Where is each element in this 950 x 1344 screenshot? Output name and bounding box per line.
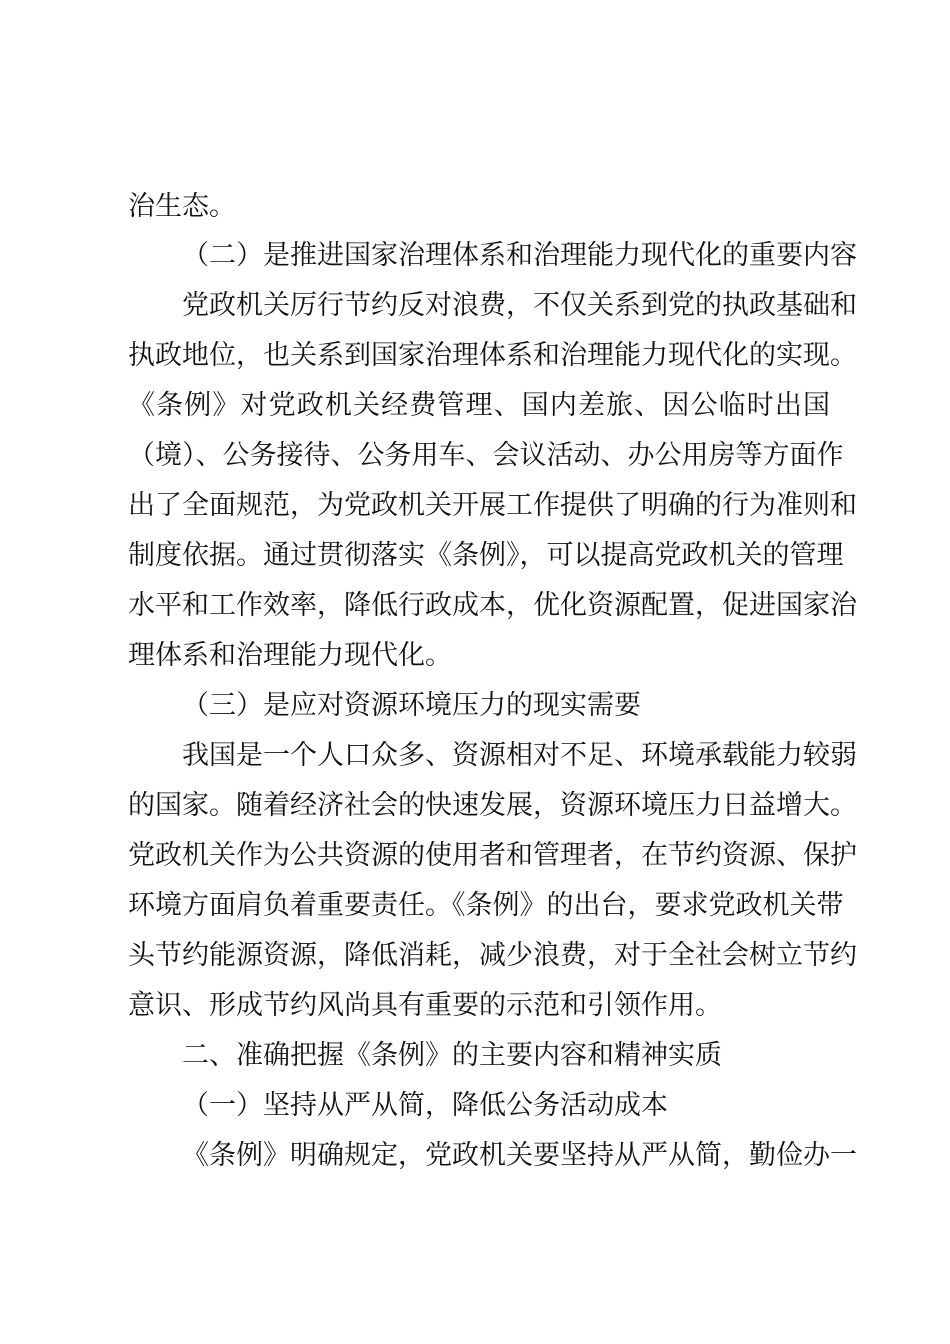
paragraph-line: 执政地位，也关系到国家治理体系和治理能力现代化的实现。 xyxy=(128,340,857,371)
paragraph-line: 《条例》明确规定，党政机关要坚持从严从简，勤俭办一 xyxy=(182,1140,857,1171)
section-heading: （三）是应对资源环境压力的现实需要 xyxy=(182,690,641,721)
chapter-heading: 二、准确把握《条例》的主要内容和精神实质 xyxy=(182,1040,722,1071)
section-heading: （一）坚持从严从简，降低公务活动成本 xyxy=(182,1090,668,1121)
paragraph-line: 意识、形成节约风尚具有重要的示范和引领作用。 xyxy=(128,990,722,1021)
paragraph-line: 《条例》对党政机关经费管理、国内差旅、因公临时出国 xyxy=(128,390,830,421)
paragraph-line: 党政机关厉行节约反对浪费，不仅关系到党的执政基础和 xyxy=(182,290,857,321)
paragraph-line: 出了全面规范，为党政机关开展工作提供了明确的行为准则和 xyxy=(128,490,857,521)
paragraph-line: 理体系和治理能力现代化。 xyxy=(128,640,452,671)
paragraph-line: 头节约能源资源，降低消耗，减少浪费，对于全社会树立节约 xyxy=(128,940,857,971)
paragraph-line: 环境方面肩负着重要责任。《条例》的出台，要求党政机关带 xyxy=(128,890,844,921)
paragraph-line: 治生态。 xyxy=(128,191,236,222)
paragraph-line: 的国家。随着经济社会的快速发展，资源环境压力日益增大。 xyxy=(128,790,857,821)
paragraph-line: 党政机关作为公共资源的使用者和管理者，在节约资源、保护 xyxy=(128,840,857,871)
paragraph-line: 水平和工作效率，降低行政成本，优化资源配置，促进国家治 xyxy=(128,590,857,621)
paragraph-line: （境）、公务接待、公务用车、会议活动、办公用房等方面作 xyxy=(128,440,844,471)
section-heading: （二）是推进国家治理体系和治理能力现代化的重要内容 xyxy=(182,240,857,271)
paragraph-line: 制度依据。通过贯彻落实《条例》，可以提高党政机关的管理 xyxy=(128,540,844,571)
paragraph-line: 我国是一个人口众多、资源相对不足、环境承载能力较弱 xyxy=(182,740,857,771)
